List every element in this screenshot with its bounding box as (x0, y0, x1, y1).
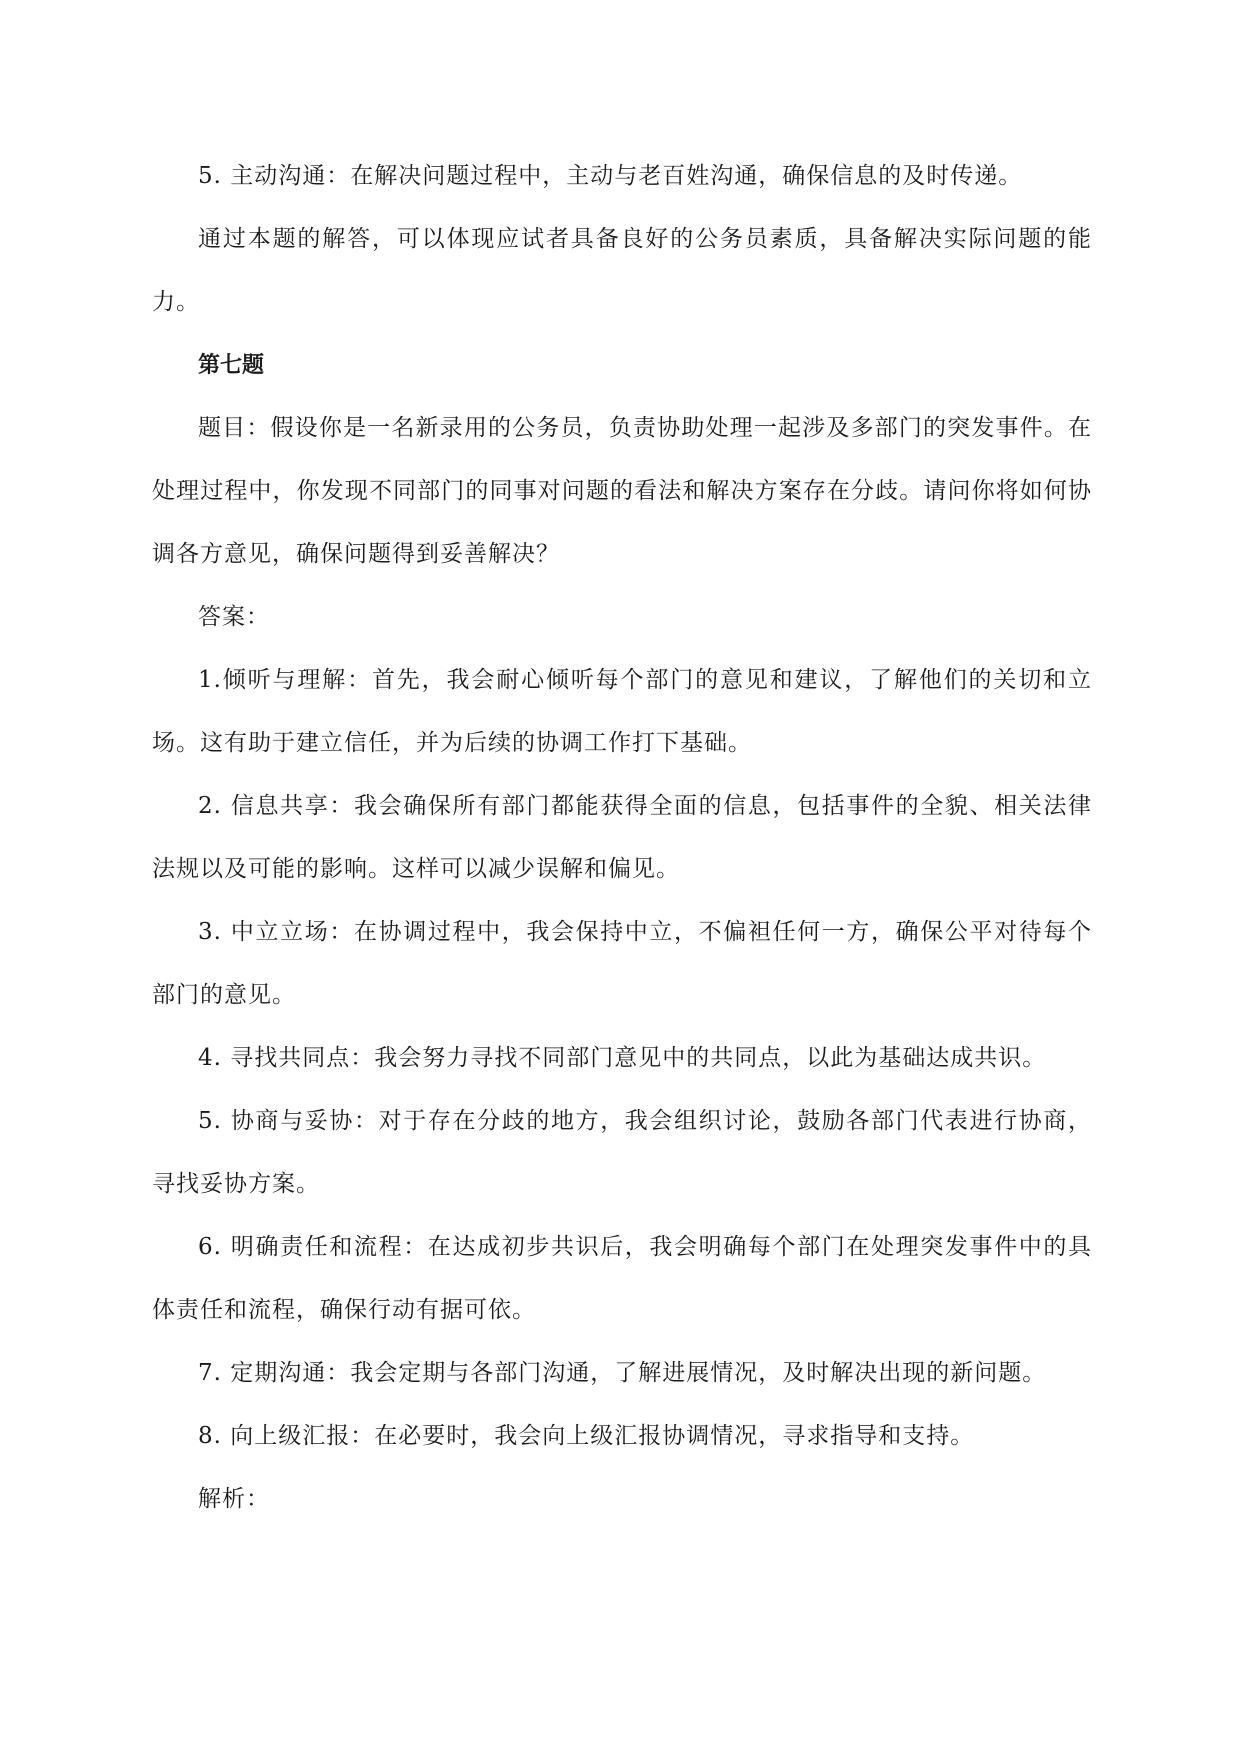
analysis-label: 解析： (198, 1486, 270, 1512)
paragraph-summary: 通过本题的解答，可以体现应试者具备良好的公务员素质，具备解决实际问题的能力。 (152, 226, 1092, 315)
answer-item: 1.倾听与理解：首先，我会耐心倾听每个部门的意见和建议，了解他们的关切和立场。这有助于建立信任，并为后续的协调工作打下基础。 (152, 667, 1092, 756)
answer-item: 2. 信息共享：我会确保所有部门都能获得全面的信息，包括事件的全貌、相关法律法规以及可能的影响。这样可以减少误解和偏见。 (152, 793, 1092, 882)
question-text: 题目：假设你是一名新录用的公务员，负责协助处理一起涉及多部门的突发事件。在处理过程中，你发现不同部门的同事对问题的看法和解决方案存在分歧。请问你将如何协调各方意见，确保问题得到妥善解决？ (152, 415, 1092, 567)
document-body (152, 145, 1092, 1531)
section-heading: 第七题 (198, 353, 265, 378)
answer-item: 6. 明确责任和流程：在达成初步共识后，我会明确每个部门在处理突发事件中的具体责任和流程，确保行动有据可依。 (152, 1234, 1092, 1323)
paragraph-proactive-communication: 5. 主动沟通：在解决问题过程中，主动与老百姓沟通，确保信息的及时传递。 (198, 163, 1023, 189)
answer-item: 8. 向上级汇报：在必要时，我会向上级汇报协调情况，寻求指导和支持。 (198, 1423, 975, 1449)
answer-item: 4. 寻找共同点：我会努力寻找不同部门意见中的共同点，以此为基础达成共识。 (198, 1045, 1047, 1071)
answer-item: 5. 协商与妥协：对于存在分歧的地方，我会组织讨论，鼓励各部门代表进行协商，寻找妥协方案。 (152, 1108, 1092, 1197)
answer-item: 3. 中立立场：在协调过程中，我会保持中立，不偏袒任何一方，确保公平对待每个部门的意见。 (152, 919, 1092, 1008)
answer-item: 7. 定期沟通：我会定期与各部门沟通，了解进展情况，及时解决出现的新问题。 (198, 1360, 1047, 1386)
answer-label: 答案： (198, 604, 270, 630)
